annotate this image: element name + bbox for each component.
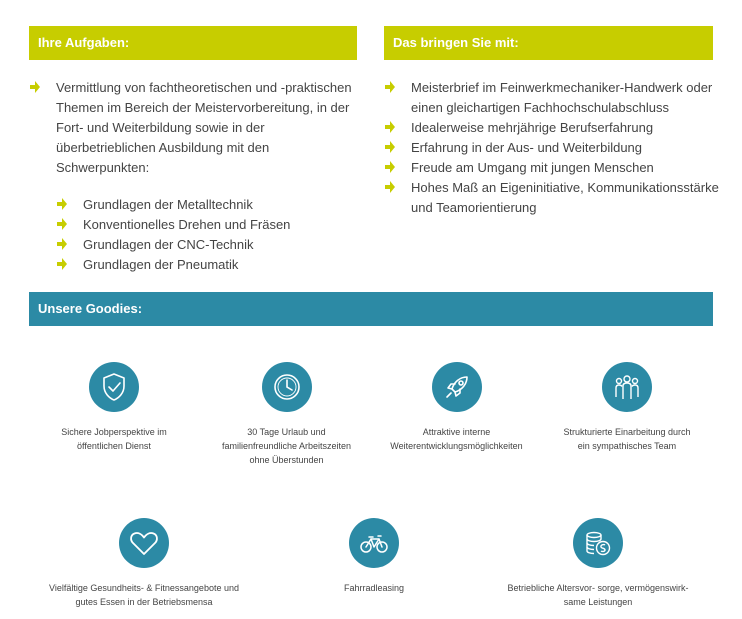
list-item-text: Hohes Maß an Eigeninitiative, Kommunikationsstärke und Teamorientierung xyxy=(411,180,719,215)
arrow-right-icon xyxy=(384,160,396,174)
list-item-text: Vermittlung von fachtheoretischen und -praktischen Themen im Bereich der Meistervorbereitung, in der Fort- und Weiterbildung sowie in der überbetrieblichen Ausbildung mit den Schwerpunkten: xyxy=(56,80,352,175)
goodie-text: Strukturierte Einarbeitung durch ein sympathisches Team xyxy=(563,427,691,451)
list-item xyxy=(56,195,346,215)
list-item-text: Konventionelles Drehen und Fräsen xyxy=(83,217,291,232)
list-item-text: Grundlagen der Metalltechnik xyxy=(83,197,253,212)
arrow-right-icon xyxy=(384,140,396,154)
goodie-pension xyxy=(503,518,693,609)
team-icon xyxy=(611,371,643,403)
coins-icon xyxy=(582,527,614,559)
goodie-vacation xyxy=(214,362,359,467)
list-item-text: Freude am Umgang mit jungen Menschen xyxy=(411,160,654,175)
arrow-right-icon xyxy=(384,80,396,94)
aufgaben-sublist xyxy=(56,195,346,275)
shield-check-icon xyxy=(98,371,130,403)
list-item xyxy=(384,138,724,158)
list-item xyxy=(29,78,359,178)
goodie-onboarding xyxy=(557,362,697,453)
list-item xyxy=(56,235,346,255)
goodie-text: Vielfältige Gesundheits- & Fitnessangebote und gutes Essen in der Betriebsmensa xyxy=(49,583,239,607)
list-item-text: Grundlagen der CNC-Technik xyxy=(83,237,254,252)
list-item-text: Erfahrung in der Aus- und Weiterbildung xyxy=(411,140,643,155)
goodie-health xyxy=(44,518,244,609)
list-item xyxy=(384,158,724,178)
arrow-right-icon xyxy=(56,257,68,271)
goodie-text: Attraktive interne Weiterentwicklungsmöglichkeiten xyxy=(390,427,523,451)
list-item xyxy=(56,255,346,275)
arrow-right-icon xyxy=(384,180,396,194)
clock-icon xyxy=(271,371,303,403)
bicycle-icon xyxy=(358,527,390,559)
goodie-text: Betriebliche Altersvor- sorge, vermögenswirk- same Leistungen xyxy=(507,583,689,607)
list-item-text: Grundlagen der Pneumatik xyxy=(83,257,239,272)
goodie-development xyxy=(384,362,529,453)
goodie-text: Sichere Jobperspektive im öffentlichen Dienst xyxy=(61,427,167,451)
list-item-text: Meisterbrief im Feinwerkmechaniker-Handwerk oder einen gleichartigen Fachhochschulabschluss xyxy=(411,80,713,115)
goodie-text: 30 Tage Urlaub und familienfreundliche Arbeitszeiten ohne Überstunden xyxy=(221,427,352,465)
mitbringen-header: Das bringen Sie mit: xyxy=(384,26,713,60)
arrow-right-icon xyxy=(56,217,68,231)
heart-icon xyxy=(128,527,160,559)
list-item-text: Idealerweise mehrjährige Berufserfahrung xyxy=(411,120,654,135)
goodies-header: Unsere Goodies: xyxy=(29,292,713,326)
goodie-job-security xyxy=(44,362,184,453)
list-item xyxy=(384,118,724,138)
aufgaben-header: Ihre Aufgaben: xyxy=(29,26,357,60)
list-item xyxy=(384,178,724,218)
rocket-icon xyxy=(441,371,473,403)
arrow-right-icon xyxy=(384,120,396,134)
arrow-right-icon xyxy=(56,237,68,251)
aufgaben-list xyxy=(29,78,359,178)
mitbringen-list xyxy=(384,78,724,218)
goodie-bike-leasing xyxy=(309,518,439,595)
goodie-text: Fahrradleasing xyxy=(343,583,405,593)
list-item xyxy=(56,215,346,235)
arrow-right-icon xyxy=(29,80,41,94)
arrow-right-icon xyxy=(56,197,68,211)
list-item xyxy=(384,78,724,118)
